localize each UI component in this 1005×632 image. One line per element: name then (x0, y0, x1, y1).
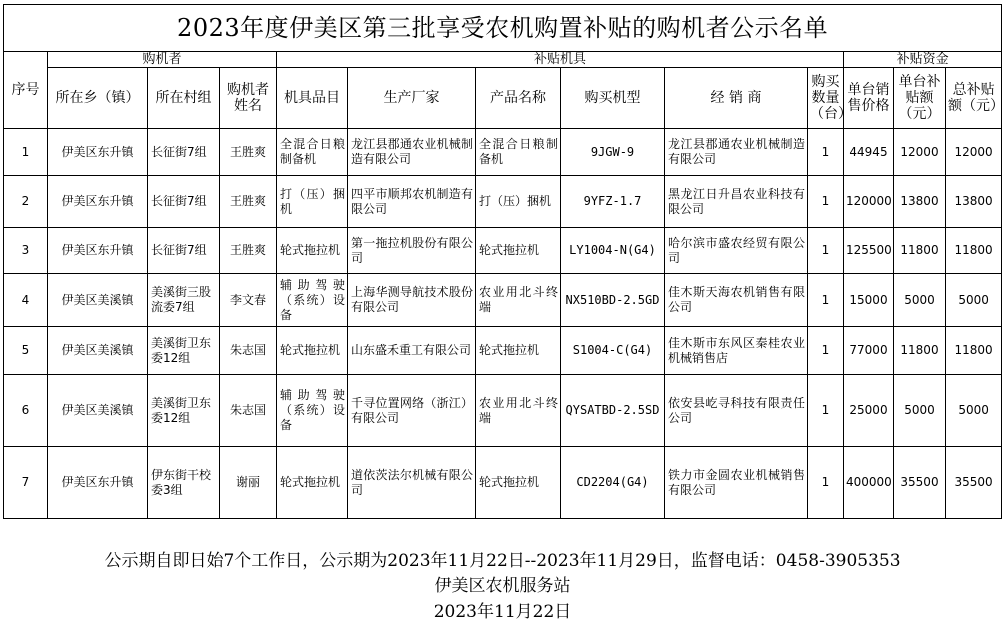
header-total-subsidy: 总补贴额（元） (946, 68, 1002, 129)
table-row (4, 327, 1002, 375)
cell-maker: 四平市顺邦农机制造有限公司 (348, 176, 476, 228)
cell-seq: 5 (4, 327, 48, 375)
cell-product: 农业用北斗终端 (476, 274, 561, 327)
cell-town: 伊美区东升镇 (48, 129, 148, 176)
cell-name: 朱志国 (220, 375, 277, 447)
cell-dealer: 黑龙江日升昌农业科技有限公司 (665, 176, 808, 228)
cell-town: 伊美区美溪镇 (48, 327, 148, 375)
cell-total-subsidy: 11800 (946, 228, 1002, 274)
cell-qty: 1 (808, 447, 844, 519)
cell-name: 王胜爽 (220, 176, 277, 228)
cell-village: 美溪街卫东委12组 (148, 327, 220, 375)
header-village: 所在村组 (148, 68, 220, 129)
cell-unit-subsidy: 11800 (894, 327, 946, 375)
cell-name: 王胜爽 (220, 228, 277, 274)
cell-total-subsidy: 5000 (946, 274, 1002, 327)
cell-village: 长征街7组 (148, 228, 220, 274)
cell-model: NX510BD-2.5GD (561, 274, 665, 327)
cell-seq: 1 (4, 129, 48, 176)
cell-town: 伊美区东升镇 (48, 447, 148, 519)
cell-qty: 1 (808, 129, 844, 176)
cell-product: 轮式拖拉机 (476, 447, 561, 519)
cell-model: 9JGW-9 (561, 129, 665, 176)
header-price: 单台销售价格 (844, 68, 894, 129)
table-row (4, 228, 1002, 274)
cell-model: LY1004-N(G4) (561, 228, 665, 274)
cell-village: 美溪街卫东委12组 (148, 375, 220, 447)
cell-total-subsidy: 5000 (946, 375, 1002, 447)
cell-maker: 山东盛禾重工有限公司 (348, 327, 476, 375)
cell-qty: 1 (808, 274, 844, 327)
cell-dealer: 铁力市金圆农业机械销售有限公司 (665, 447, 808, 519)
notice-text: 公示期自即日始7个工作日，公示期为2023年11月22日--2023年11月29日，监督电话：0458-3905353 (104, 551, 901, 571)
cell-seq: 2 (4, 176, 48, 228)
header-model: 购买机型 (561, 68, 665, 129)
header-category: 机具品目 (277, 68, 348, 129)
cell-dealer: 佳木斯天海农机销售有限公司 (665, 274, 808, 327)
header-qty: 购买数量（台） (808, 68, 844, 129)
cell-dealer: 佳木斯市东风区秦桂农业机械销售店 (665, 327, 808, 375)
cell-category: 轮式拖拉机 (277, 447, 348, 519)
cell-qty: 1 (808, 228, 844, 274)
header-maker: 生产厂家 (348, 68, 476, 129)
cell-unit-subsidy: 13800 (894, 176, 946, 228)
cell-unit-subsidy: 12000 (894, 129, 946, 176)
cell-unit-subsidy: 5000 (894, 274, 946, 327)
cell-total-subsidy: 35500 (946, 447, 1002, 519)
cell-product: 农业用北斗终端 (476, 375, 561, 447)
cell-total-subsidy: 11800 (946, 327, 1002, 375)
cell-village: 伊东街干校委3组 (148, 447, 220, 519)
cell-price: 44945 (844, 129, 894, 176)
cell-name: 朱志国 (220, 327, 277, 375)
header-town: 所在乡（镇） (48, 68, 148, 129)
cell-price: 15000 (844, 274, 894, 327)
cell-name: 谢丽 (220, 447, 277, 519)
cell-total-subsidy: 12000 (946, 129, 1002, 176)
organization-name: 伊美区农机服务站 (434, 576, 571, 596)
cell-unit-subsidy: 11800 (894, 228, 946, 274)
cell-town: 伊美区美溪镇 (48, 274, 148, 327)
cell-price: 125500 (844, 228, 894, 274)
cell-total-subsidy: 13800 (946, 176, 1002, 228)
cell-dealer: 依安县屹寻科技有限责任公司 (665, 375, 808, 447)
cell-category: 全混合日粮制备机 (277, 129, 348, 176)
cell-price: 77000 (844, 327, 894, 375)
cell-category: 辅助驾驶（系统）设备 (277, 375, 348, 447)
cell-category: 轮式拖拉机 (277, 327, 348, 375)
cell-seq: 4 (4, 274, 48, 327)
cell-product: 全混合日粮制备机 (476, 129, 561, 176)
cell-qty: 1 (808, 327, 844, 375)
cell-seq: 3 (4, 228, 48, 274)
cell-name: 王胜爽 (220, 129, 277, 176)
cell-qty: 1 (808, 176, 844, 228)
header-name: 购机者姓名 (220, 68, 277, 129)
cell-village: 长征街7组 (148, 176, 220, 228)
header-seq: 序号 (4, 52, 48, 129)
cell-category: 轮式拖拉机 (277, 228, 348, 274)
cell-model: S1004-C(G4) (561, 327, 665, 375)
header-unit-subsidy: 单台补贴额（元） (894, 68, 946, 129)
cell-category: 打（压）捆机 (277, 176, 348, 228)
cell-name: 李文春 (220, 274, 277, 327)
table-row (4, 129, 1002, 176)
cell-seq: 6 (4, 375, 48, 447)
header-dealer: 经 销 商 (665, 68, 808, 129)
group-machine: 补贴机具 (277, 52, 844, 68)
cell-town: 伊美区东升镇 (48, 228, 148, 274)
table-row (4, 375, 1002, 447)
cell-dealer: 龙江县郡通农业机械制造有限公司 (665, 129, 808, 176)
header-product: 产品名称 (476, 68, 561, 129)
cell-price: 120000 (844, 176, 894, 228)
cell-unit-subsidy: 5000 (894, 375, 946, 447)
cell-town: 伊美区东升镇 (48, 176, 148, 228)
page-title: 2023年度伊美区第三批享受农机购置补贴的购机者公示名单 (4, 5, 1002, 52)
subsidy-table (3, 4, 1002, 519)
cell-product: 打（压）捆机 (476, 176, 561, 228)
cell-model: 9YFZ-1.7 (561, 176, 665, 228)
cell-qty: 1 (808, 375, 844, 447)
cell-maker: 道依茨法尔机械有限公司 (348, 447, 476, 519)
cell-price: 25000 (844, 375, 894, 447)
cell-product: 轮式拖拉机 (476, 327, 561, 375)
cell-unit-subsidy: 35500 (894, 447, 946, 519)
notice-date: 2023年11月22日 (433, 602, 572, 622)
group-funds: 补贴资金 (844, 52, 1002, 68)
cell-maker: 龙江县郡通农业机械制造有限公司 (348, 129, 476, 176)
cell-maker: 千寻位置网络（浙江）有限公司 (348, 375, 476, 447)
cell-seq: 7 (4, 447, 48, 519)
cell-price: 400000 (844, 447, 894, 519)
group-buyer: 购机者 (48, 52, 277, 68)
cell-maker: 第一拖拉机股份有限公司 (348, 228, 476, 274)
cell-model: QYSATBD-2.5SD (561, 375, 665, 447)
cell-product: 轮式拖拉机 (476, 228, 561, 274)
table-body (4, 129, 1002, 519)
table-row (4, 176, 1002, 228)
table-row (4, 447, 1002, 519)
cell-village: 美溪街三股流委7组 (148, 274, 220, 327)
cell-model: CD2204(G4) (561, 447, 665, 519)
cell-category: 辅助驾驶（系统）设备 (277, 274, 348, 327)
table-row (4, 274, 1002, 327)
cell-maker: 上海华测导航技术股份有限公司 (348, 274, 476, 327)
cell-dealer: 哈尔滨市盛农经贸有限公司 (665, 228, 808, 274)
cell-village: 长征街7组 (148, 129, 220, 176)
cell-town: 伊美区美溪镇 (48, 375, 148, 447)
